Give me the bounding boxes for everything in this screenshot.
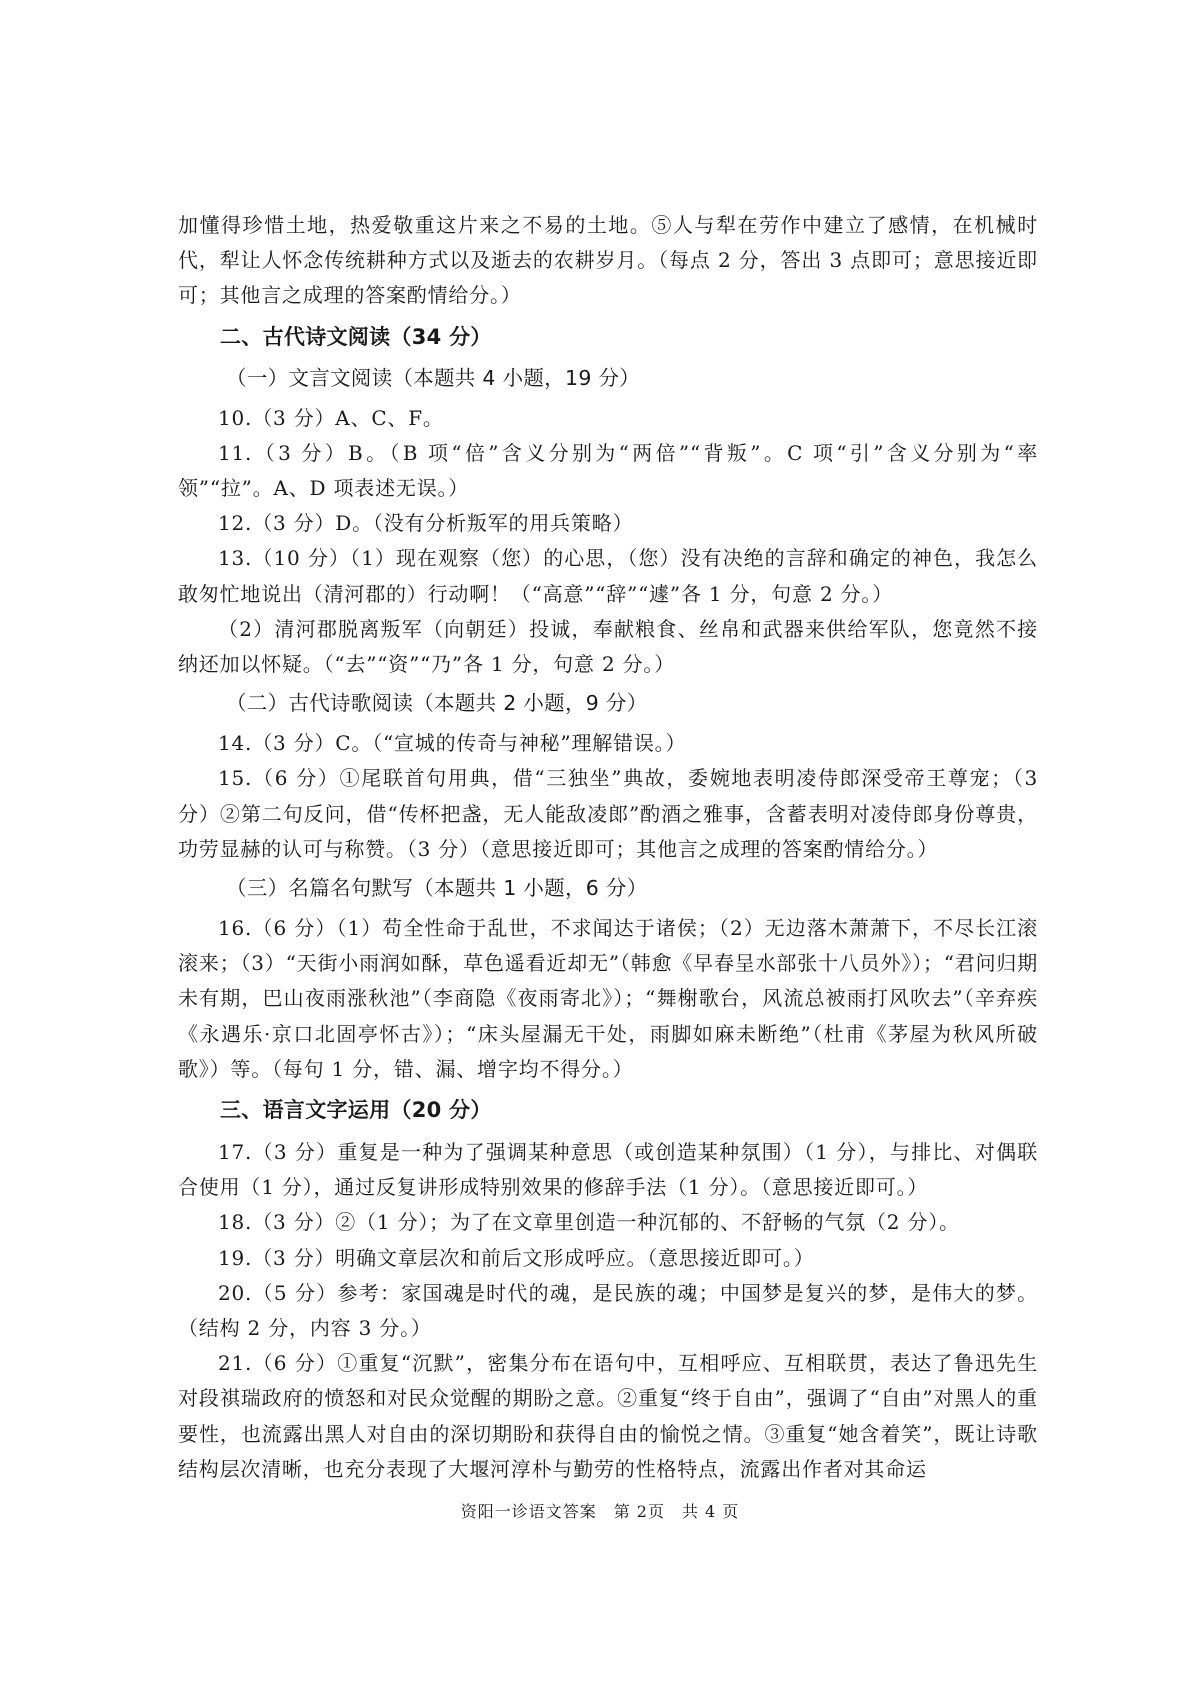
- subsection-heading-classical-prose: （一）文言文阅读（本题共 4 小题，19 分）: [226, 365, 641, 390]
- answer-q10: 10.（3 分）A、C、F。: [218, 405, 444, 430]
- section-heading-ancient-poetry: 二、古代诗文阅读（34 分）: [220, 324, 492, 349]
- continued-paragraph: 加懂得珍惜土地，热爱敬重这片来之不易的土地。⑤人与犁在劳作中建立了感情，在机械时代，犁让人怀念传统耕种方式以及逝去的农耕岁月。（每点 2 分，答出 3 点即可；意思接近即可；其他言之成理的答案酌情给分。）: [178, 213, 1038, 308]
- answer-q18: 18.（3 分）②（1 分）；为了在文章里创造一种沉郁的、不舒畅的气氛（2 分）。: [218, 1210, 960, 1235]
- section-heading-language-use: 三、语言文字运用（20 分）: [220, 1098, 492, 1123]
- answer-q20: 20.（5 分）参考：家国魂是时代的魂，是民族的魂；中国梦是复兴的梦，是伟大的梦。（结构 2 分，内容 3 分。）: [178, 1280, 1038, 1341]
- answer-q15: 15.（6 分）①尾联首句用典，借“三独坐”典故，委婉地表明凌侍郎深受帝王尊宠；（3 分）②第二句反问，借“传杯把盏，无人能敌凌郎”酌酒之雅事，含蓄表明对凌侍郎身份尊贵，功劳显赫的认可与称赞。（3 分）（意思接近即可；其他言之成理的答案酌情给分。）: [178, 766, 1038, 861]
- answer-content: [178, 208, 1038, 1487]
- subsection-heading-ancient-poems: （二）古代诗歌阅读（本题共 2 小题，9 分）: [226, 691, 648, 716]
- answer-q19: 19.（3 分）明确文章层次和前后文形成呼应。（意思接近即可。）: [218, 1245, 815, 1270]
- answer-q17: 17.（3 分）重复是一种为了强调某种意思（或创造某种氛围）（1 分），与排比、对偶联合使用（1 分），通过反复讲形成特别效果的修辞手法（1 分）。（意思接近即可。）: [178, 1140, 1038, 1200]
- subsection-heading-recitation: （三）名篇名句默写（本题共 1 小题，6 分）: [226, 876, 648, 901]
- answer-q12: 12.（3 分）D。（没有分析叛军的用兵策略）: [218, 511, 634, 536]
- answer-q11: 11.（3 分）B。（B 项“倍”含义分别为“两倍”“背叛”。C 项“引”含义分别为“率领”“拉”。A、D 项表述无误。）: [178, 440, 1038, 501]
- page-footer: 资阳一诊语文答案 第 2页 共 4 页: [460, 1502, 740, 1521]
- answer-q14: 14.（3 分）C。（“宣城的传奇与神秘”理解错误。）: [218, 731, 687, 756]
- answer-q13-part2: （2）清河郡脱离叛军（向朝廷）投诚，奉献粮食、丝帛和武器来供给军队，您竟然不接纳还加以怀疑。（“去”“资”“乃”各 1 分，句意 2 分。）: [178, 616, 1038, 677]
- answer-q21: 21.（6 分）①重复“沉默”，密集分布在语句中，互相呼应、互相联贯，表达了鲁迅先生对段祺瑞政府的愤怒和对民众觉醒的期盼之意。②重复“终于自由”，强调了“自由”对黑人的重要性，也流露出黑人对自由的深切期盼和获得自由的愉悦之情。③重复“她含着笑”，既让诗歌结构层次清晰，也充分表现了大堰河淳朴与勤劳的性格特点，流露出作者对其命运: [178, 1351, 1038, 1481]
- answer-q13-part1: 13.（10 分）（1）现在观察（您）的心思，（您）没有决绝的言辞和确定的神色，我怎么敢匆忙地说出（清河郡的）行动啊！（“高意”“辞”“遽”各 1 分，句意 2 分。）: [178, 546, 1038, 606]
- answer-q16: 16.（6 分）（1）苟全性命于乱世，不求闻达于诸侯；（2）无边落木萧萧下，不尽长江滚滚来；（3）“天街小雨润如酥，草色遥看近却无”（韩愈《早春呈水部张十八员外》）；“君问归期未有期，巴山夜雨涨秋池”（李商隐《夜雨寄北》）；“舞榭歌台，风流总被雨打风吹去”（辛弃疾《永遇乐·京口北固亭怀古》）；“床头屋漏无干处，雨脚如麻未断绝”（杜甫《茅屋为秋风所破歌》）等。（每句 1 分，错、漏、增字均不得分。）: [178, 916, 1038, 1081]
